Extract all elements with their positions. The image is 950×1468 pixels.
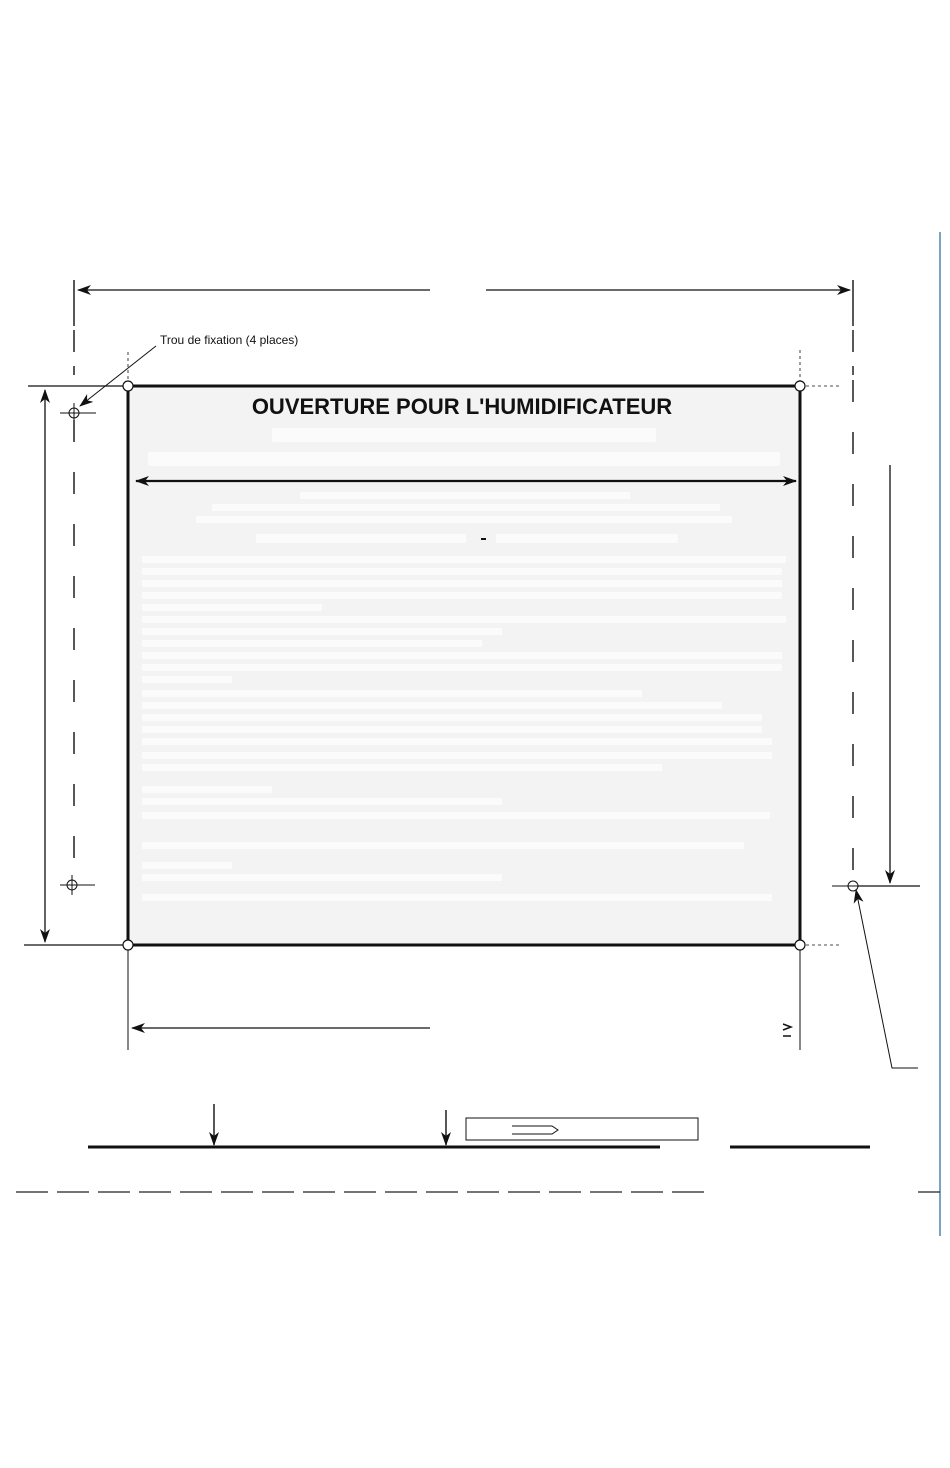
left-height-dimension [24,386,128,945]
corner-hole [123,381,133,391]
bottom-width-dimension [128,950,800,1050]
panel-title: OUVERTURE POUR L'HUMIDIFICATEUR [251,394,673,419]
outer-fixing-hole [60,875,95,895]
corner-hole [123,940,133,950]
outer-fixing-hole [832,881,866,891]
corner-hole [795,940,805,950]
top-width-dimension [74,280,853,375]
callout-label: Trou de fixation (4 places) [160,333,299,347]
right-offset-dimension [856,465,920,1068]
bottom-baseline [88,1104,870,1147]
corner-hole [795,381,805,391]
outer-fixing-hole [60,403,96,423]
